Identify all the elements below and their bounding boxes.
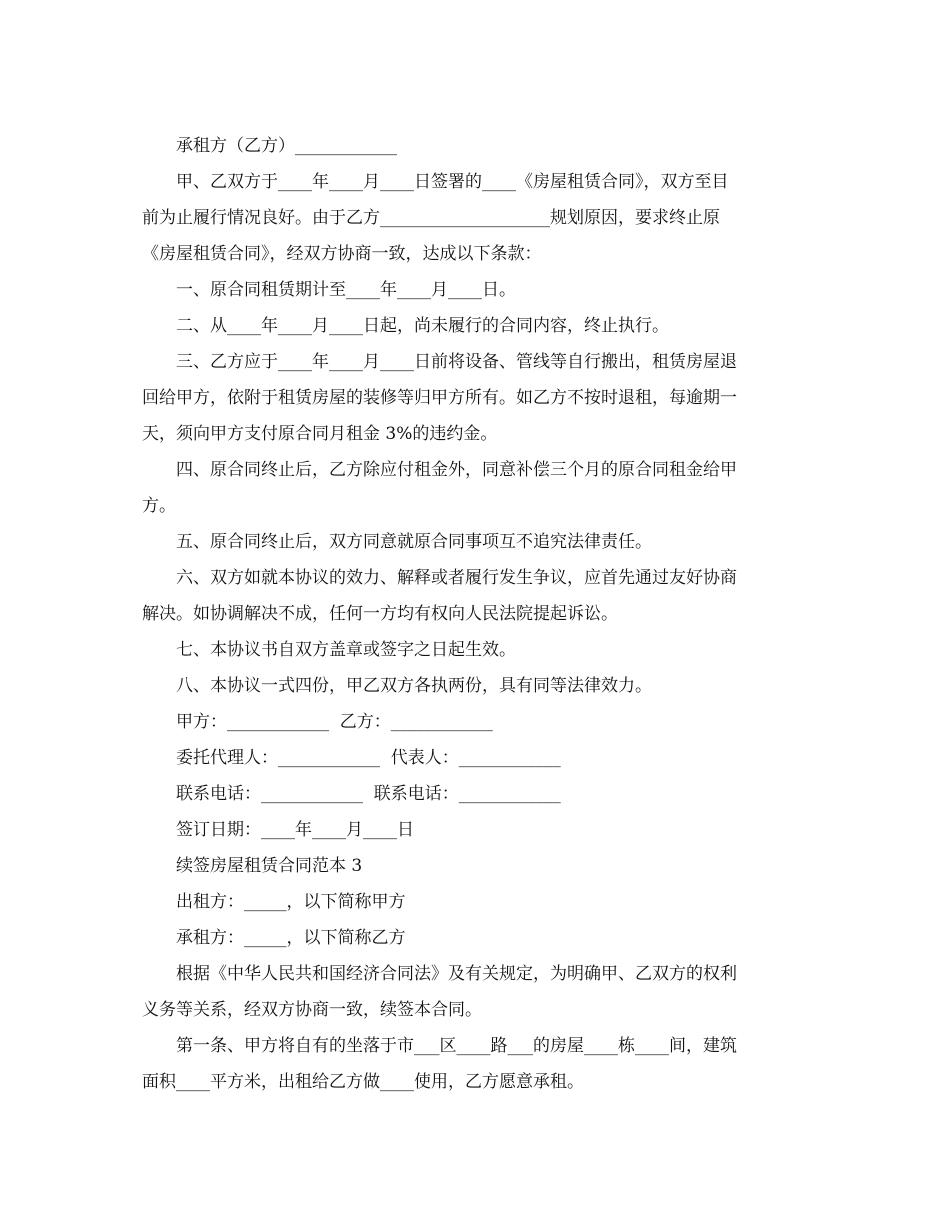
paragraph-line: 《房屋租赁合同》，经双方协商一致，达成以下条款： — [142, 244, 542, 264]
paragraph — [142, 848, 812, 884]
paragraph-line: 面积____平方米，出租给乙方做____使用，乙方愿意承租。 — [142, 1072, 584, 1092]
paragraph-line: 签订日期：____年____月____日 — [176, 820, 414, 840]
paragraph — [142, 884, 812, 920]
paragraph-line: 八、本协议一式四份，甲乙双方各执两份，具有同等法律效力。 — [176, 676, 652, 696]
paragraph — [142, 704, 812, 740]
paragraph — [142, 632, 812, 668]
paragraph — [142, 740, 812, 776]
paragraph-line: 联系电话：____________ 联系电话：____________ — [176, 784, 561, 804]
paragraph-line: 三、乙方应于____年____月____日前将设备、管线等自行搬出，租赁房屋退 — [176, 352, 737, 372]
paragraph-line: 第一条、甲方将自有的坐落于市___区____路___的房屋____栋____间，建筑 — [176, 1036, 737, 1056]
paragraph — [142, 308, 812, 344]
paragraph — [142, 452, 812, 524]
paragraph — [142, 812, 812, 848]
paragraph — [142, 128, 812, 164]
paragraph — [142, 164, 812, 272]
paragraph-line: 甲、乙双方于____年____月____日签署的____《房屋租赁合同》，双方至目 — [176, 172, 729, 192]
paragraph-line: 前为止履行情况良好。由于乙方____________________规划原因，要求终止原 — [142, 208, 720, 228]
paragraph-line: 五、原合同终止后，双方同意就原合同事项互不追究法律责任。 — [176, 532, 652, 552]
paragraph-line: 天，须向甲方支付原合同月租金 3%的违约金。 — [142, 424, 498, 444]
paragraph-line: 一、原合同租赁期计至____年____月____日。 — [176, 280, 516, 300]
paragraph-line: 承租方：_____，以下简称乙方 — [176, 928, 406, 948]
paragraph-line: 方。 — [142, 496, 176, 516]
paragraph — [142, 560, 812, 632]
paragraph — [142, 920, 812, 956]
paragraph-line: 二、从____年____月____日起，尚未履行的合同内容，终止执行。 — [176, 316, 669, 336]
paragraph-line: 义务等关系，经双方协商一致，续签本合同。 — [142, 1000, 482, 1020]
paragraph-line: 回给甲方，依附于租赁房屋的装修等归甲方所有。如乙方不按时退租，每逾期一 — [142, 388, 737, 408]
paragraph — [142, 272, 812, 308]
paragraph-line: 甲方：____________ 乙方：____________ — [176, 712, 493, 732]
paragraph — [142, 956, 812, 1028]
paragraph-line: 解决。如协调解决不成，任何一方均有权向人民法院提起诉讼。 — [142, 604, 618, 624]
paragraph — [142, 524, 812, 560]
paragraph-line: 续签房屋租赁合同范本 3 — [176, 856, 363, 876]
paragraph-line: 四、原合同终止后，乙方除应付租金外，同意补偿三个月的原合同租金给甲 — [176, 460, 737, 480]
paragraph-line: 根据《中华人民共和国经济合同法》及有关规定，为明确甲、乙双方的权利 — [176, 964, 737, 984]
paragraph — [142, 668, 812, 704]
paragraph — [142, 344, 812, 452]
paragraph — [142, 1028, 812, 1100]
paragraph-line: 七、本协议书自双方盖章或签字之日起生效。 — [176, 640, 516, 660]
paragraph — [142, 776, 812, 812]
document-body — [142, 128, 812, 1100]
paragraph-line: 六、双方如就本协议的效力、解释或者履行发生争议，应首先通过友好协商 — [176, 568, 737, 588]
paragraph-line: 委托代理人：____________ 代表人：____________ — [176, 748, 561, 768]
paragraph-line: 承租方（乙方）____________ — [176, 136, 397, 156]
paragraph-line: 出租方：_____，以下简称甲方 — [176, 892, 406, 912]
